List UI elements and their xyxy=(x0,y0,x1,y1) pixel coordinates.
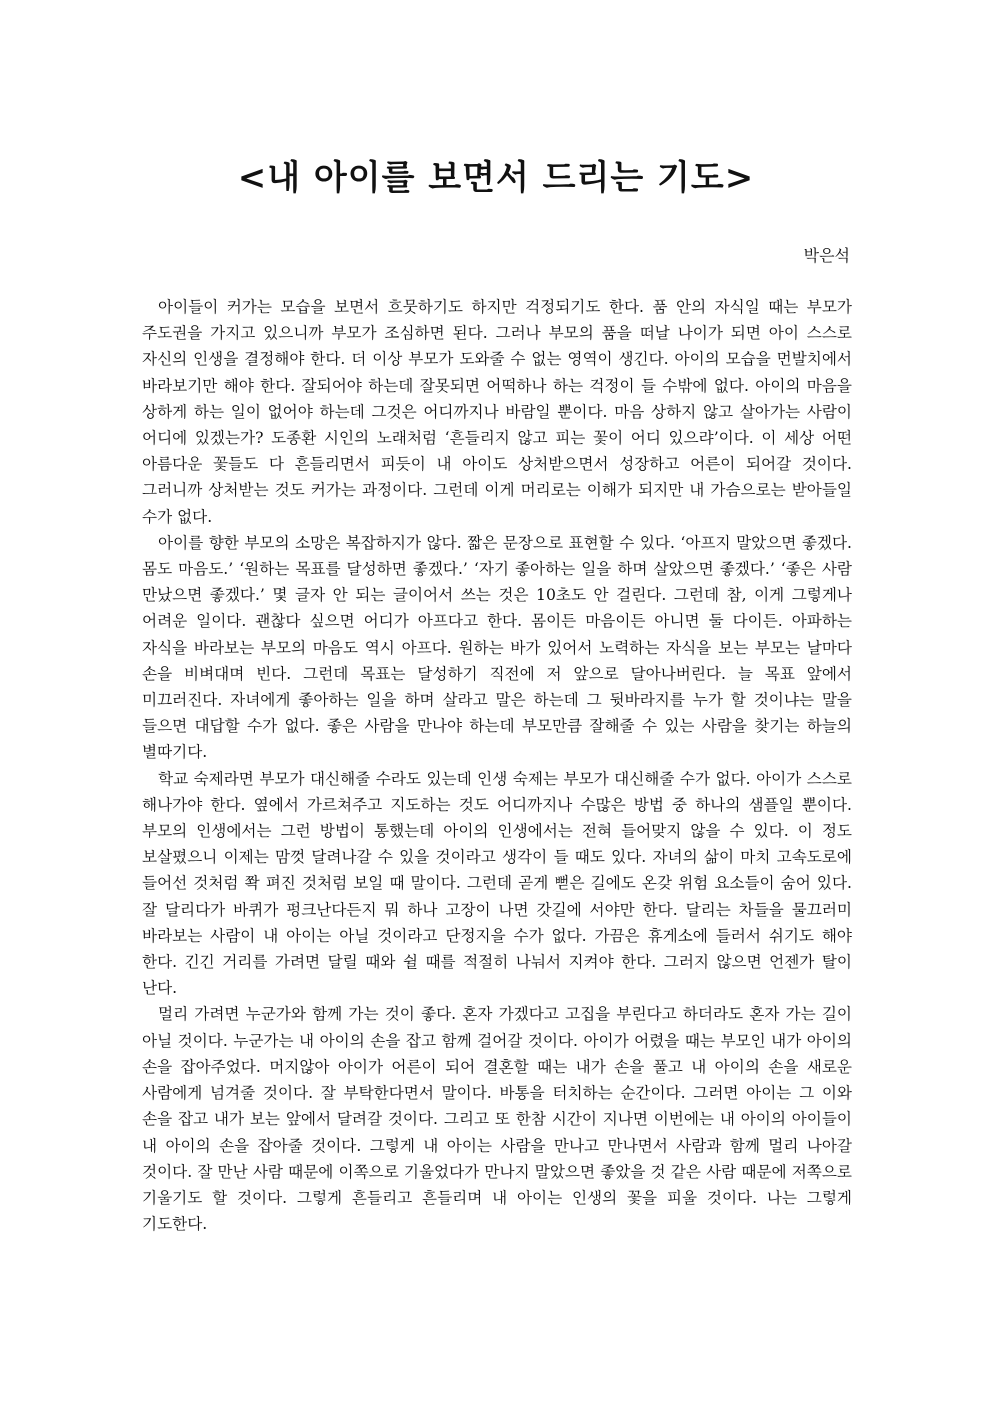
paragraph: 아이를 향한 부모의 소망은 복잡하지가 않다. 짧은 문장으로 표현할 수 있다. ‘아프지 말았으면 좋겠다. 몸도 마음도.’ ‘원하는 목표를 달성하면 좋겠다.’ ‘자기 좋아하는 일을 하며 살았으면 좋겠다.’ ‘좋은 사람 만났으면 좋겠다.’ 몇 글자 안 되는 글이어서 쓰는 것은 10초도 안 걸린다. 그런데 참, 이게 그렇게나 어려운 일이다. 괜찮다 싶으면 어디가 아프다고 한다. 몸이든 마음이든 아니면 둘 다이든. 아파하는 자식을 바라보는 부모의 마음도 역시 아프다. 원하는 바가 있어서 노력하는 자식을 보는 부모는 날마다 손을 비벼대며 빈다. 그런데 목표는 달성하기 직전에 저 앞으로 달아나버린다. 늘 목표 앞에서 미끄러진다. 자녀에게 좋아하는 일을 하며 살라고 말은 하는데 그 뒷바라지를 누가 할 것이냐는 말을 들으면 대답할 수가 없다. 좋은 사람을 만나야 하는데 부모만큼 잘해줄 수 있는 사람을 찾기는 하늘의 별따기다. xyxy=(142,533,852,762)
document-title: <내 아이를 보면서 드리는 기도> xyxy=(237,158,755,198)
author-name: 박은석 xyxy=(803,246,850,265)
paragraph: 아이들이 커가는 모습을 보면서 흐뭇하기도 하지만 걱정되기도 한다. 품 안의 자식일 때는 부모가 주도권을 가지고 있으니까 부모가 조심하면 된다. 그러나 부모의 품을 떠날 나이가 되면 아이 스스로 자신의 인생을 결정해야 한다. 더 이상 부모가 도와줄 수 없는 영역이 생긴다. 아이의 모습을 먼발치에서 바라보기만 해야 한다. 잘되어야 하는데 잘못되면 어떡하나 하는 걱정이 들 수밖에 없다. 아이의 마음을 상하게 하는 일이 없어야 하는데 그것은 어디까지나 바람일 뿐이다. 마음 상하지 않고 살아가는 사람이 어디에 있겠는가? 도종환 시인의 노래처럼 ‘흔들리지 않고 피는 꽃이 어디 있으랴’이다. 이 세상 어떤 아름다운 꽃들도 다 흔들리면서 피듯이 내 아이도 상처받으면서 성장하고 어른이 되어갈 것이다. 그러니까 상처받는 것도 커가는 과정이다. 그런데 이게 머리로는 이해가 되지만 내 가슴으로는 받아들일 수가 없다. xyxy=(142,298,852,526)
document-body xyxy=(142,294,852,1237)
paragraph: 멀리 가려면 누군가와 함께 가는 것이 좋다. 혼자 가겠다고 고집을 부린다고 하더라도 혼자 가는 길이 아닐 것이다. 누군가는 내 아이의 손을 잡고 함께 걸어갈 것이다. 아이가 어렸을 때는 부모인 내가 아이의 손을 잡아주었다. 머지않아 아이가 어른이 되어 결혼할 때는 내가 손을 풀고 내 아이의 손을 새로운 사람에게 넘겨줄 것이다. 잘 부탁한다면서 말이다. 바통을 터치하는 순간이다. 그러면 아이는 그 이와 손을 잡고 내가 보는 앞에서 달려갈 것이다. 그리고 또 한참 시간이 지나면 이번에는 내 아이의 아이들이 내 아이의 손을 잡아줄 것이다. 그렇게 내 아이는 사람을 만나고 만나면서 사람과 함께 멀리 나아갈 것이다. 잘 만난 사람 때문에 이쪽으로 기울었다가 만나지 말았으면 좋았을 것 같은 사람 때문에 저쪽으로 기울기도 할 것이다. 그렇게 흔들리고 흔들리며 내 아이는 인생의 꽃을 피울 것이다. 나는 그렇게 기도한다. xyxy=(142,1005,852,1234)
paragraph: 학교 숙제라면 부모가 대신해줄 수라도 있는데 인생 숙제는 부모가 대신해줄 수가 없다. 아이가 스스로 해나가야 한다. 옆에서 가르쳐주고 지도하는 것도 어디까지나 수많은 방법 중 하나의 샘플일 뿐이다. 부모의 인생에서는 그런 방법이 통했는데 아이의 인생에서는 전혀 들어맞지 않을 수 있다. 이 정도 보살폈으니 이제는 맘껏 달려나갈 수 있을 것이라고 생각이 들 때도 있다. 자녀의 삶이 마치 고속도로에 들어선 것처럼 쫙 펴진 것처럼 보일 때 말이다. 그런데 곧게 뻗은 길에도 온갖 위험 요소들이 숨어 있다. 잘 달리다가 바퀴가 펑크난다든지 뭐 하나 고장이 나면 갓길에 서야만 한다. 달리는 차들을 물끄러미 바라보는 사람이 내 아이는 아닐 것이라고 단정지을 수가 없다. 가끔은 휴게소에 들러서 쉬기도 해야 한다. 긴긴 거리를 가려면 달릴 때와 쉴 때를 적절히 나눠서 지켜야 한다. 그러지 않으면 언젠가 탈이 난다. xyxy=(142,769,852,998)
